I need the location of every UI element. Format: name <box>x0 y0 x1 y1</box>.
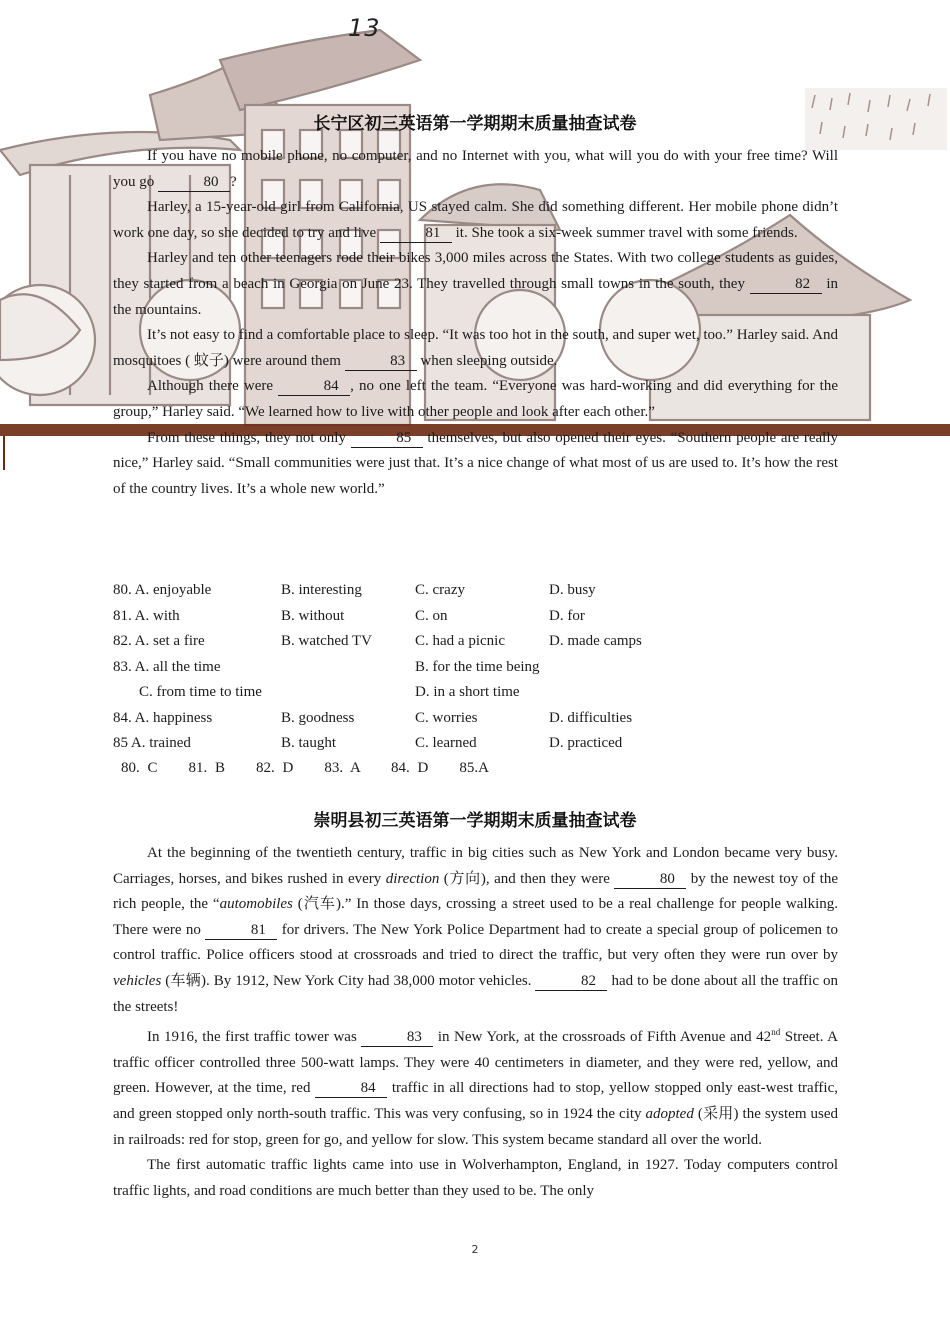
answer-key: 80. C 81. B 82. D 83. A 84. D 85.A <box>121 760 489 776</box>
passage-paragraph: Although there were 84 , no one left the team. “Everyone was hard-working and did everything for the group,” Harley said. “We learned how to live with other people and look after each other.” <box>113 378 838 420</box>
section1-options <box>113 578 838 757</box>
question-83-options: 83. A. all the time B. for the time being <box>113 658 540 675</box>
blank-83: 83 <box>361 1028 433 1047</box>
blank-83: 83 <box>345 352 417 371</box>
passage-paragraph: Harley and ten other teenagers rode their bikes 3,000 miles across the States. With two college students as guides, they started from a beach in Georgia on June 23. They travelled through small towns in the south, they 82 in the mountains. <box>113 250 839 318</box>
blank-84: 84 <box>278 377 350 396</box>
question-82-options: 82. A. set a fire B. watched TV C. had a picnic D. made camps <box>113 633 642 649</box>
handwritten-page-number: 13 <box>348 14 381 42</box>
passage-paragraph: In 1916, the first traffic tower was 83 in New York, at the crossroads of Fifth Avenue and 42nd Street. A traffic officer controlled three 500-watt lamps. They were 40 centimeters in diameter, and they were red, yellow, and green. However, at the time, red 84 traffic in all directions had to stop, yellow stopped only east-west traffic, and green stopped only north-south traffic. This was very confusing, so in 1924 the city adopted (采用) the system used in railroads: red for stop, green for go, and yellow for slow. This system became standard all over the world. <box>113 1027 838 1148</box>
section2-title: 崇明县初三英语第一学期期末质量抽查试卷 <box>313 811 637 831</box>
blank-82: 82 <box>535 972 607 991</box>
blank-81: 81 <box>205 921 277 940</box>
section1-passage <box>113 144 838 502</box>
blank-80: 80 <box>158 173 230 192</box>
passage-paragraph: At the beginning of the twentieth century, traffic in big cities such as New York and London became very busy. Carriages, horses, and bikes rushed in every direction (方向), and then they were 80 by the newest toy of the rich people, the “automobiles (汽车).” In those days, crossing a street used to be a real challenge for people walking. There were no 81 for drivers. The New York Police Department had to create a special group of policemen to control traffic. Police officers stood at crossroads and tried to direct the traffic, but very often they were run over by vehicles (车辆). By 1912, New York City had 38,000 motor vehicles. 82 had to be done about all the traffic on the streets! <box>113 845 839 1015</box>
question-85-options: 85 A. trained B. taught C. learned D. practiced <box>113 735 623 751</box>
blank-80: 80 <box>614 870 686 889</box>
passage-paragraph: If you have no mobile phone, no computer, and no Internet with you, what will you do with your free time? Will you go 80 ? <box>113 148 838 190</box>
passage-paragraph: From these things, they not only 85 themselves, but also opened their eyes. “Southern people are really nice,” Harley said. “Small communities were just that. It’s a nice change of what most of us are used to. It’s how the rest of the country lives. It’s a whole new world.” <box>113 429 838 497</box>
question-83-options-cont: C. from time to time D. in a short time <box>139 684 520 700</box>
blank-85: 85 <box>351 429 423 448</box>
section1-title: 长宁区初三英语第一学期期末质量抽查试卷 <box>313 114 637 134</box>
question-80-options: 80. A. enjoyable B. interesting C. crazy D. busy <box>113 582 596 598</box>
question-81-options: 81. A. with B. without C. on D. for <box>113 607 585 624</box>
passage-paragraph: Harley, a 15-year-old girl from California, US stayed calm. She did something different. Her mobile phone didn’t work one day, so she decided to try and live 81 it. She took a six-week summer travel with some friends. <box>113 199 838 241</box>
passage-paragraph: It’s not easy to find a comfortable place to sleep. “It was too hot in the south, and super wet, too.” Harley said. And mosquitoes ( 蚊子) were around them 83 when sleeping outside. <box>113 327 838 369</box>
passage-paragraph: The first automatic traffic lights came into use in Wolverhampton, England, in 1927. Today computers control traffic lights, and road conditions are much better than they used to be. The only <box>113 1157 838 1199</box>
blank-82: 82 <box>750 275 822 294</box>
question-84-options: 84. A. happiness B. goodness C. worries D. difficulties <box>113 709 633 726</box>
section2-passage <box>113 841 838 1204</box>
page-number: 2 <box>471 1243 479 1256</box>
blank-81: 81 <box>380 224 452 243</box>
blank-84: 84 <box>315 1079 387 1098</box>
